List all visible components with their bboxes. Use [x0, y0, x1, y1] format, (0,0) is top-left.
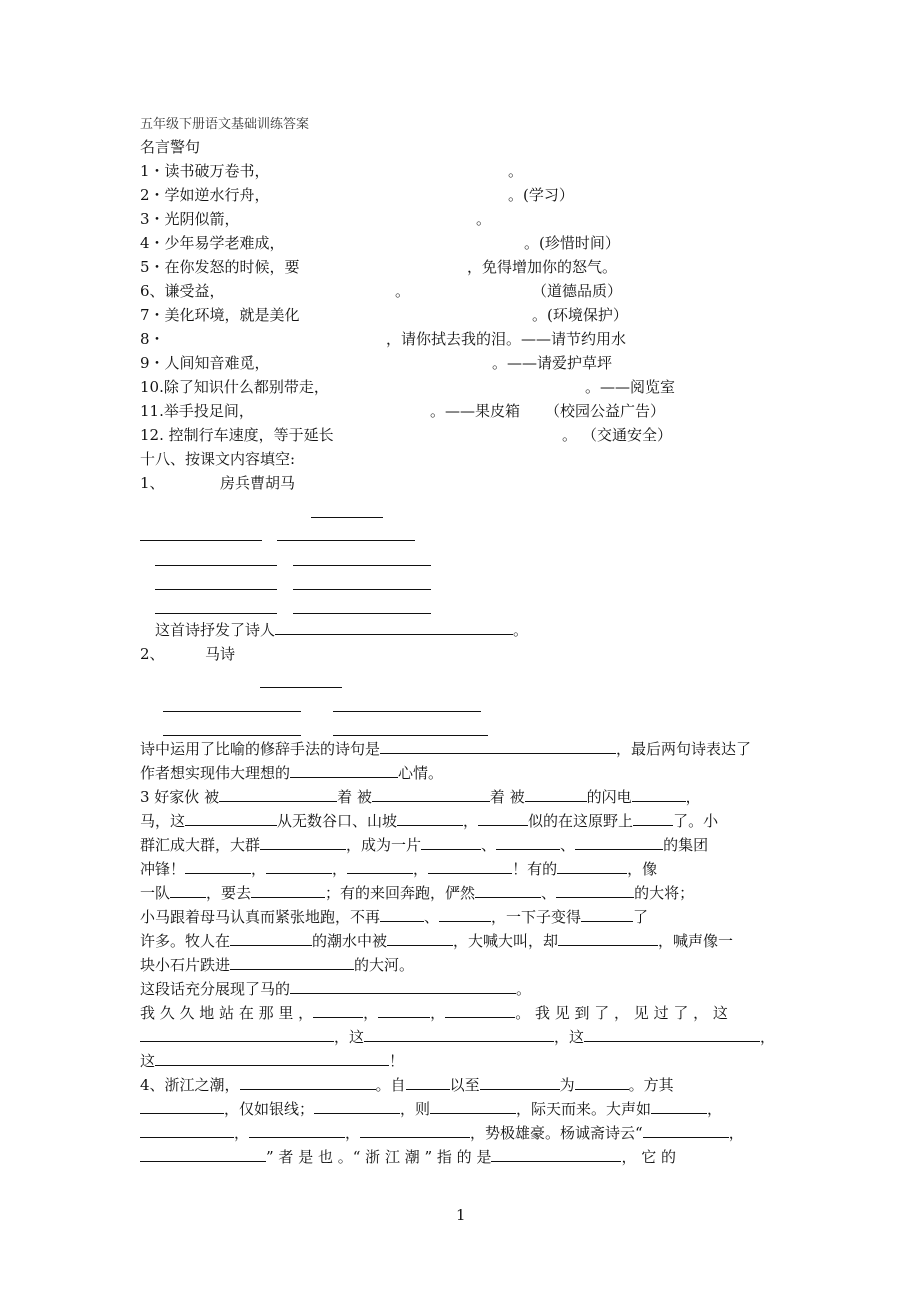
section-18-title: 十八、按课文内容填空: [140, 450, 296, 468]
p4-line-4: ” 者 是 也 。“ 浙 江 潮 ” 指 的 是 ， 它 的 [140, 1147, 676, 1167]
proverb-10-end: 。——阅览室 [585, 378, 676, 396]
blank[interactable] [140, 1027, 334, 1042]
blank[interactable] [380, 739, 616, 754]
p3-line-6: 小马跟着母马认真而紧张地跑，不再 、 ，一下子变得 了 [140, 908, 649, 926]
proverb-4-prefix: 4・少年易学老难成， [140, 234, 285, 252]
page-number: 1 [456, 1206, 466, 1224]
blank[interactable] [260, 835, 346, 850]
blank[interactable] [525, 787, 587, 802]
blank[interactable] [140, 1123, 234, 1138]
p3b-line-2: ，这 ，这 ， [140, 1027, 775, 1047]
proverb-1-prefix: 1・读书破万卷书， [140, 162, 270, 180]
blank[interactable] [155, 1051, 389, 1066]
blank[interactable] [240, 1075, 376, 1090]
poem1-line-blank [155, 613, 277, 614]
p3-line-1: 3 好家伙 被 着 被 着 被 的闪电 ， [140, 788, 701, 806]
blank[interactable] [140, 1099, 224, 1114]
blank[interactable] [230, 931, 312, 946]
blank[interactable] [347, 859, 413, 874]
poem2-line-blank [333, 711, 481, 712]
blank[interactable] [632, 787, 686, 802]
p3-line-8: 块小石片跌进 的大河。 [140, 956, 415, 974]
blank[interactable] [445, 1003, 515, 1018]
blank[interactable] [219, 787, 337, 802]
p3-line-7: 许多。牧人在 的潮水中被 ，大喊大叫，却 ，喊声像一 [140, 932, 734, 950]
proverb-11-prefix: 11.举手投足间， [140, 402, 254, 420]
proverb-3-end: 。 [476, 210, 492, 228]
blank[interactable] [378, 1003, 430, 1018]
p3-line-2: 马，这 从无数谷口、山坡 ， 似的在这原野上 了。小 [140, 812, 719, 830]
proverb-7-prefix: 7・美化环境，就是美化 [140, 306, 300, 324]
proverb-6-mid: 。 [395, 282, 411, 300]
blank[interactable] [290, 979, 516, 994]
blank[interactable] [643, 1123, 729, 1138]
proverb-7-end: 。(环境保护） [532, 306, 628, 324]
blank[interactable] [140, 1147, 266, 1162]
blank[interactable] [380, 907, 424, 922]
blank[interactable] [360, 1123, 470, 1138]
poem2-line-blank [333, 735, 488, 736]
poem1-line-blank [293, 613, 431, 614]
proverb-11-end: 。——果皮箱 [430, 402, 521, 420]
blank[interactable] [364, 1027, 554, 1042]
section-title: 名言警句 [140, 138, 201, 156]
blank[interactable] [387, 931, 453, 946]
blank[interactable] [478, 811, 528, 826]
blank[interactable] [185, 811, 277, 826]
p3-line-3: 群汇成大群，大群 ，成为一片 、 、 的集团 [140, 836, 709, 854]
poem2-line-blank [163, 711, 301, 712]
blank[interactable] [475, 883, 541, 898]
blank[interactable] [230, 955, 354, 970]
document-subtitle: 五年级下册语文基础训练答案 [140, 117, 310, 132]
poem1-author-blank [311, 517, 383, 518]
poem1-line-blank [293, 589, 431, 590]
p3-line-4: 冲锋！ ， ， ， ！有的 ，像 [140, 860, 658, 878]
p4-line-2: ，仅如银线； ，则 ，际天而来。大声如 ， [140, 1099, 722, 1119]
poem1-number: 1、 [140, 474, 165, 492]
poem1-line-blank [293, 565, 431, 566]
blank[interactable] [557, 859, 627, 874]
poem2-line-blank [163, 735, 301, 736]
blank[interactable] [313, 1003, 363, 1018]
blank[interactable] [397, 811, 463, 826]
blank[interactable] [275, 620, 513, 635]
poem1-title: 房兵曹胡马 [220, 474, 296, 492]
proverb-11-tail: （校园公益广告） [545, 402, 666, 420]
proverb-5-end: ，免得增加你的怒气。 [467, 258, 618, 276]
poem2-question-1: 诗中运用了比喻的修辞手法的诗句是 ，最后两句诗表达了 [140, 740, 752, 758]
poem1-line-blank [155, 589, 277, 590]
blank[interactable] [249, 1123, 345, 1138]
proverb-12-end: 。 [562, 426, 578, 444]
p3-summary: 这段话充分展现了马的 。 [140, 980, 532, 998]
proverb-2-prefix: 2・学如逆水行舟， [140, 186, 270, 204]
blank[interactable] [428, 859, 512, 874]
proverb-3-prefix: 3・光阴似箭， [140, 210, 240, 228]
poem2-title: 马诗 [205, 645, 236, 663]
poem1-summary: 这首诗抒发了诗人 。 [155, 621, 529, 639]
blank[interactable] [575, 835, 663, 850]
poem2-question-2: 作者想实现伟大理想的 心情。 [140, 764, 444, 782]
blank[interactable] [372, 787, 490, 802]
blank[interactable] [439, 907, 491, 922]
blank[interactable] [314, 1099, 400, 1114]
blank[interactable] [584, 1027, 760, 1042]
p3b-line-3: 这 ！ [140, 1052, 405, 1070]
blank[interactable] [581, 907, 633, 922]
proverb-6-prefix: 6、谦受益， [140, 282, 225, 300]
proverb-12-prefix: 12. 控制行车速度，等于延长 [140, 426, 334, 444]
poem1-line-blank [155, 565, 277, 566]
p3b-line-1: 我 久 久 地 站 在 那 里 ， ， ， 。 我 见 到 了 ， 见 过 了 ， 这 [140, 1004, 728, 1022]
blank[interactable] [496, 835, 560, 850]
poem2-author-blank [260, 687, 342, 688]
proverb-2-end: 。(学习） [508, 186, 574, 204]
proverb-6-end: （道德品质） [532, 282, 623, 300]
p4-line-3: ， ， ，势极雄豪。杨诚斋诗云“ ， [140, 1123, 744, 1143]
proverb-8-end: ，请你拭去我的泪。——请节约用水 [386, 330, 627, 348]
proverb-4-end: 。(珍惜时间） [524, 234, 620, 252]
blank[interactable] [575, 1075, 629, 1090]
blank[interactable] [170, 883, 206, 898]
blank[interactable] [251, 883, 325, 898]
proverb-12-tail: （交通安全） [582, 426, 673, 444]
blank[interactable] [185, 859, 251, 874]
poem1-line-blank [140, 540, 262, 541]
blank[interactable] [290, 763, 398, 778]
blank[interactable] [430, 1099, 516, 1114]
proverb-1-end: 。 [508, 162, 524, 180]
proverb-9-prefix: 9・人间知音难觅， [140, 354, 270, 372]
proverb-8-prefix: 8・ [140, 330, 165, 348]
proverb-10-prefix: 10.除了知识什么都别带走， [140, 378, 329, 396]
poem2-number: 2、 [140, 645, 165, 663]
blank[interactable] [480, 1075, 560, 1090]
blank[interactable] [558, 931, 658, 946]
blank[interactable] [266, 859, 332, 874]
blank[interactable] [421, 835, 481, 850]
proverb-5-prefix: 5・在你发怒的时候，要 [140, 258, 300, 276]
blank[interactable] [556, 883, 634, 898]
blank[interactable] [406, 1075, 450, 1090]
p3-line-5: 一队 ，要去 ；有的来回奔跑，俨然 、 的大将； [140, 884, 695, 902]
blank[interactable] [633, 811, 673, 826]
p4-line-1: 4、浙江之潮， 。自 以至 为 。方其 [140, 1076, 674, 1094]
proverb-9-end: 。——请爱护草坪 [492, 354, 613, 372]
blank[interactable] [491, 1147, 621, 1162]
blank[interactable] [651, 1099, 707, 1114]
poem1-line-blank [277, 540, 415, 541]
